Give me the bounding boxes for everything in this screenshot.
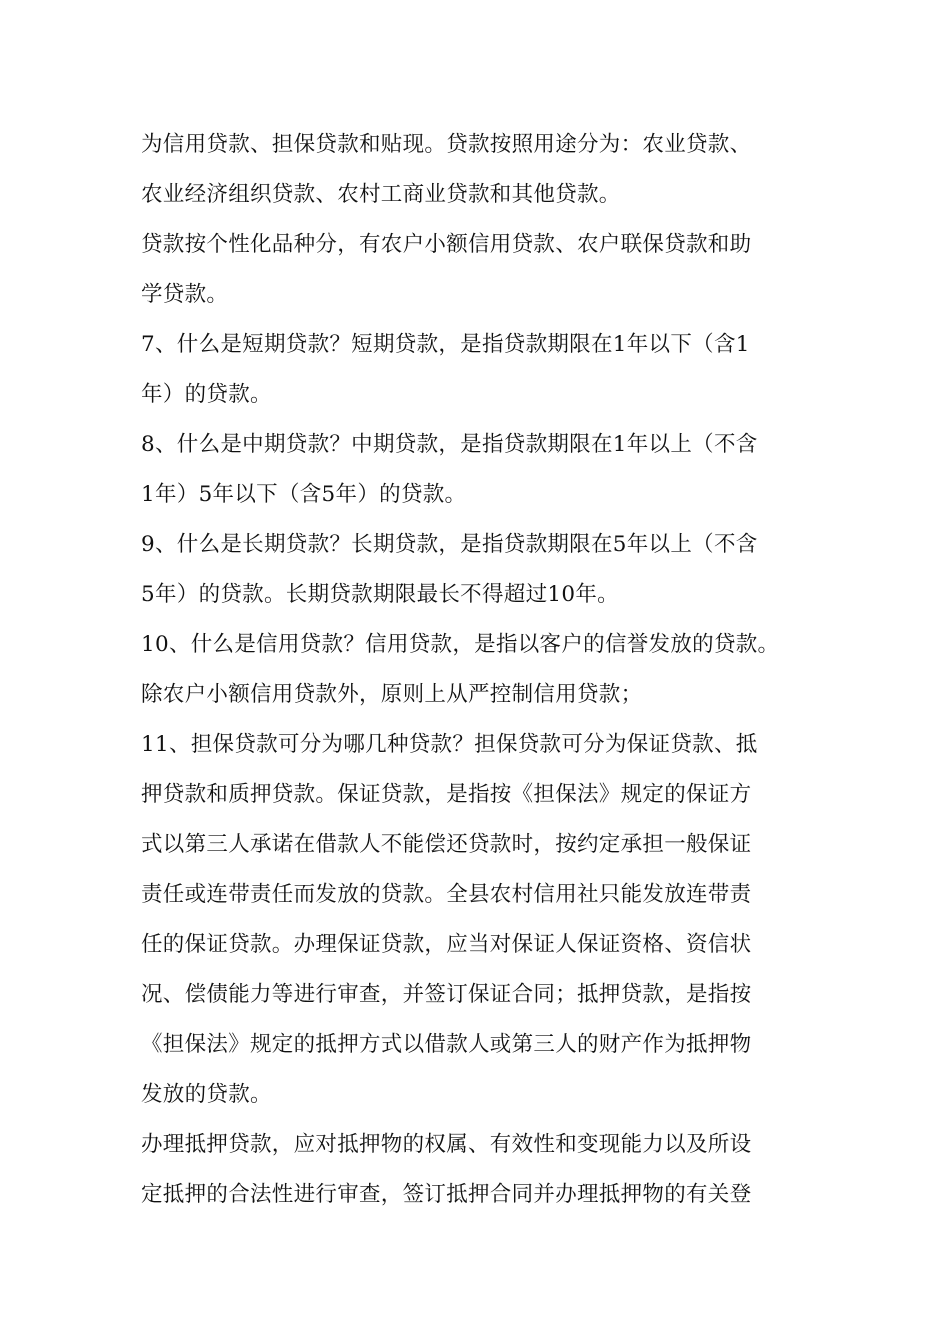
- document-body: [141, 120, 821, 1220]
- text-line-20: 发放的贷款。: [141, 1082, 272, 1107]
- text-line-1: 为信用贷款、担保贷款和贴现。贷款按照用途分为：农业贷款、: [141, 132, 752, 157]
- text-line-4: 学贷款。: [141, 282, 229, 307]
- text-line-17: 任的保证贷款。办理保证贷款，应当对保证人保证资格、资信状: [141, 932, 752, 957]
- text-line-8: 1年）5年以下（含5年）的贷款。: [141, 482, 467, 507]
- text-line-22: 定抵押的合法性进行审查，签订抵押合同并办理抵押物的有关登: [141, 1182, 752, 1207]
- text-line-14: 押贷款和质押贷款。保证贷款，是指按《担保法》规定的保证方: [141, 782, 752, 807]
- text-line-16: 责任或连带责任而发放的贷款。全县农村信用社只能发放连带责: [141, 882, 752, 907]
- text-line-18: 况、偿债能力等进行审查，并签订保证合同；抵押贷款，是指按: [141, 982, 752, 1007]
- text-line-9: 9、什么是长期贷款？长期贷款，是指贷款期限在5年以上（不含: [141, 532, 758, 557]
- text-line-21: 办理抵押贷款，应对抵押物的权属、有效性和变现能力以及所设: [141, 1132, 752, 1157]
- text-line-6: 年）的贷款。: [141, 382, 272, 407]
- text-line-12: 除农户小额信用贷款外，原则上从严控制信用贷款；: [141, 682, 643, 707]
- text-line-5: 7、什么是短期贷款？短期贷款，是指贷款期限在1年以下（含1: [141, 332, 750, 357]
- text-line-15: 式以第三人承诺在借款人不能偿还贷款时，按约定承担一般保证: [141, 832, 752, 857]
- text-line-7: 8、什么是中期贷款？中期贷款，是指贷款期限在1年以上（不含: [141, 432, 758, 457]
- text-line-11: 10、什么是信用贷款？信用贷款，是指以客户的信誉发放的贷款。: [141, 632, 780, 657]
- text-line-13: 11、担保贷款可分为哪几种贷款？担保贷款可分为保证贷款、抵: [141, 732, 758, 757]
- text-line-3: 贷款按个性化品种分，有农户小额信用贷款、农户联保贷款和助: [141, 232, 752, 257]
- text-line-19: 《担保法》规定的抵押方式以借款人或第三人的财产作为抵押物: [141, 1032, 752, 1057]
- text-line-2: 农业经济组织贷款、农村工商业贷款和其他贷款。: [141, 182, 621, 207]
- text-line-10: 5年）的贷款。长期贷款期限最长不得超过10年。: [141, 582, 619, 607]
